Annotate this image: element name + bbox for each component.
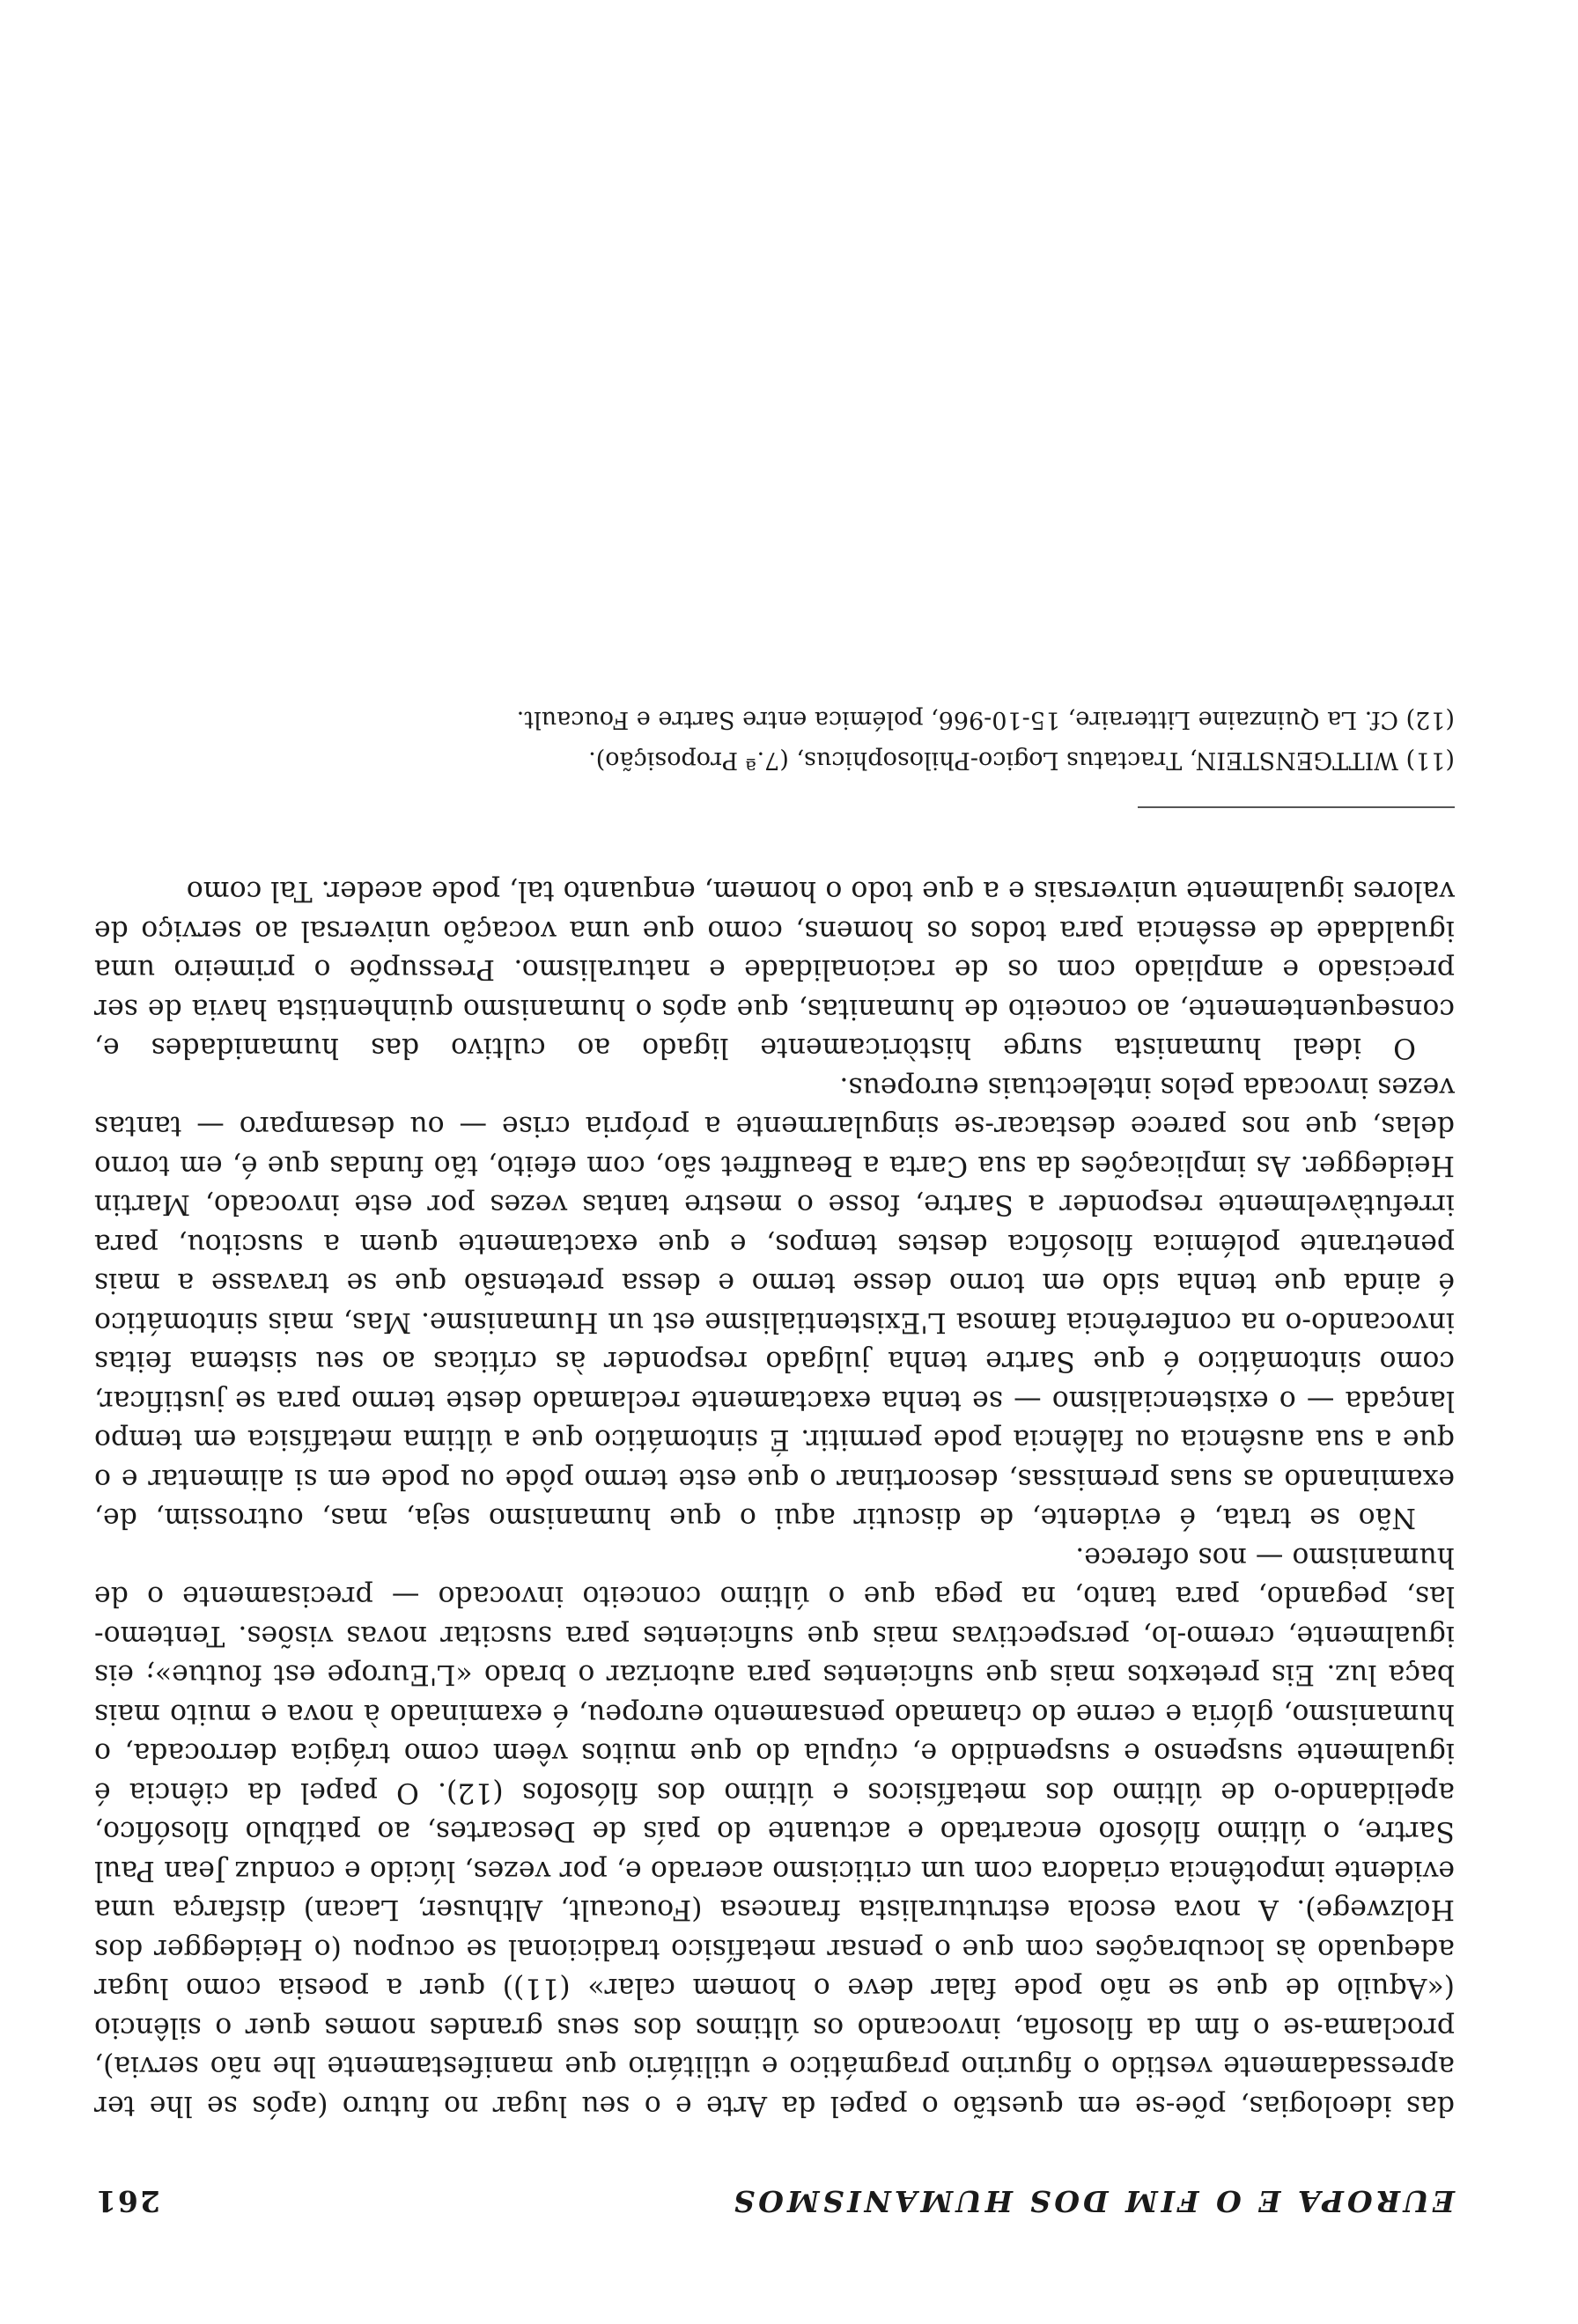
footnote-number: (12) bbox=[1405, 706, 1455, 733]
page-content bbox=[94, 699, 1455, 2218]
paragraph-3: O ideal humanista surge històricamente ligado ao cultivo das humanidades e, consequentemente, ao conceito de humanitas, que após o humanismo quinhentista havia de ser precisado e ampliado com os de racionalidade e naturalismo. Pressupõe o primeiro uma igualdade de essência para todos os homens, como que uma vocação universal ao serviço de valores igualmente universais e a que todo o homem, enquanto tal, pode aceder. Tal como bbox=[94, 875, 1455, 1064]
footnote-number: (11) bbox=[1405, 746, 1455, 774]
body-text bbox=[94, 872, 1455, 2125]
footnote-12 bbox=[94, 699, 1455, 739]
paragraph-1: das ideologias, põe-se em questão o papel da Arte e o seu lugar no futuro (após se lhe ter apressadamente vestido o figurino pragmático e utilitário que manifestamente lhe não servia), proclama-se o fim da filosofia, invocando os últimos dos seus grandes nomes quer o silêncio («Aquilo de que se não pode falar deve o homem calar» (11)) quer a poesia como lugar adequado às locubrações com que o pensar metafísico tradicional se ocupou (o Heidegger dos Holzwege). A nova escola estruturalista francesa (Foucault, Althuser, Lacan) disfarça uma evidente impotência criadora com um criticismo acerado e, por vezes, lúcido e conduz Jean Paul Sartre, o último filósofo encartado e actuante do país de Descartes, ao patíbulo filosófico, apelidando-o de último dos metafísicos e último dos filósofos (12). O papel da ciência é igualmente suspenso e suspendido e, cúpula do que muitos vêem como trágica derrocada, o humanismo, glória e cerne do chamado pensamento europeu, é examinado à nova e muito mais baça luz. Eis pretextos mais que suficientes para autorizar o brado «L'Europe est foutue»; eis igualmente, cremo-lo, perspectivas mais que suficientes para suscitar novas visões. Tentemo-las, pegando, para tanto, na pega que o último conceito invocado — precisamente o de humanismo — nos oferece. bbox=[94, 1541, 1455, 2122]
running-title: EUROPA E O FIM DOS HUMANISMOS bbox=[730, 2184, 1455, 2218]
running-head bbox=[94, 2157, 1455, 2218]
footnote-11 bbox=[94, 739, 1455, 780]
page-number: 261 bbox=[94, 2184, 160, 2218]
footnote-text: WITTGENSTEIN, Tractatus Logico-Philosophicus, (7.ª Proposição). bbox=[588, 746, 1398, 774]
footnote-text: Cf. La Quinzaine Litteraire, 15-10-966, polémica entre Sartre e Foucault. bbox=[516, 706, 1398, 733]
footnotes bbox=[94, 699, 1455, 780]
footnote-divider bbox=[1138, 806, 1455, 808]
paragraph-2: Não se trata, é evidente, de discutir aqui o que humanismo seja, mas, outrossim, de, examinando as suas premissas, descortinar o que este termo pôde ou pode em si alimentar e o que a sua ausência ou falência pode permitir. É sintomático que a última metafísica em tempo lançada — o existencialismo — se tenha exactamente reclamado deste termo para se justificar, como sintomático é que Sartre tenha julgado responder às críticas ao seu sistema feitas invocando-o na conferência famosa L'Existentialisme est un Humanisme. Mas, mais sintomático é ainda que tenha sido em torno desse termo e dessa pretensão que se travasse a mais penetrante polémica filosófica destes tempos, e que exactamente quem a suscitou, para irrefutàvelmente responder a Sartre, fosse o mestre tantas vezes por este invocado, Martin Heidegger. As implicações da sua Carta a Beauffret são, com efeito, tão fundas que é, em torno delas, que nos parece destacar-se singularmente a própria crise — ou desamparo — tantas vezes invocada pelos intelectuais europeus. bbox=[94, 1071, 1455, 1534]
